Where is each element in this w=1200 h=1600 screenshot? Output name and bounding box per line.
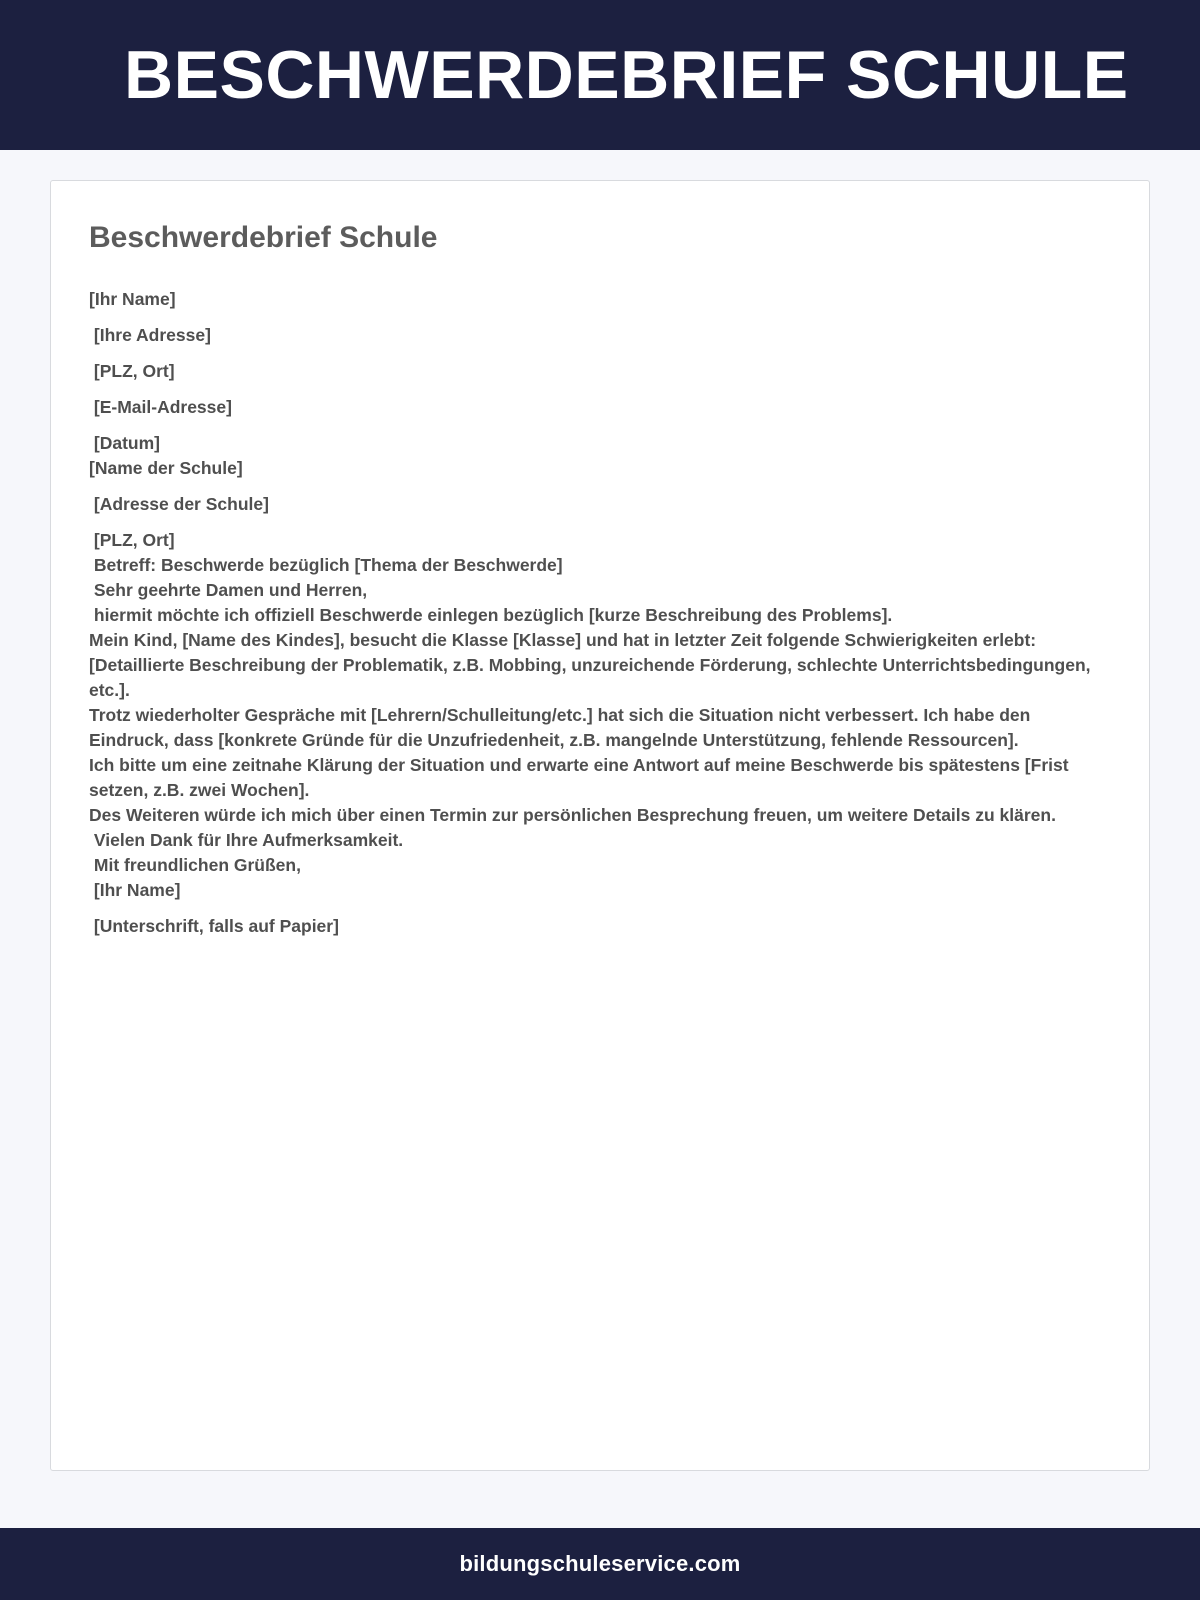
letter-paragraph-intro: hiermit möchte ich offiziell Beschwerde einlegen bezüglich [kurze Beschreibung des Problems]. bbox=[89, 604, 893, 625]
letter-line-closing: Mit freundlichen Grüßen, bbox=[89, 854, 301, 875]
letter-line-subject: Betreff: Beschwerde bezüglich [Thema der Beschwerde] bbox=[89, 554, 563, 575]
site-footer-sitename: bildungschuleservice.com bbox=[459, 1551, 741, 1576]
site-header-title: BESCHWERDEBRIEF SCHULE bbox=[124, 37, 1129, 113]
letter-line-signature-note: [Unterschrift, falls auf Papier] bbox=[89, 915, 339, 936]
letter-paragraph-request-deadline: Ich bitte um eine zeitnahe Klärung der Situation und erwarte eine Antwort auf meine Beschwerde bis spätestens [Frist setzen, z.B. zwei Wochen]. bbox=[89, 754, 1074, 800]
letter-line-your-name: [Ihr Name] bbox=[89, 288, 176, 309]
article-card bbox=[50, 180, 1150, 1471]
letter-line-signature-name: [Ihr Name] bbox=[89, 879, 181, 900]
letter-line-school-name: [Name der Schule] bbox=[89, 457, 243, 478]
letter-paragraph-meeting-request: Des Weiteren würde ich mich über einen Termin zur persönlichen Besprechung freuen, um weitere Details zu klären. bbox=[89, 804, 1056, 825]
site-header bbox=[0, 0, 1200, 150]
letter-paragraph-no-improvement: Trotz wiederholter Gespräche mit [Lehrern/Schulleitung/etc.] hat sich die Situation nicht verbessert. Ich habe den Eindruck, dass [konkrete Gründe für die Unzufriedenheit, z.B. mangelnde Unterstützung, fehlende Ressourcen]. bbox=[89, 704, 1036, 750]
letter-line-your-address: [Ihre Adresse] bbox=[89, 324, 211, 345]
letter-line-your-postcode: [PLZ, Ort] bbox=[89, 360, 175, 381]
site-footer bbox=[0, 1528, 1200, 1600]
page-content-area bbox=[0, 150, 1200, 1528]
letter-line-school-address: [Adresse der Schule] bbox=[89, 493, 269, 514]
letter-line-your-email: [E-Mail-Adresse] bbox=[89, 396, 232, 417]
letter-body bbox=[89, 287, 1111, 939]
letter-line-school-postcode: [PLZ, Ort] bbox=[89, 529, 175, 550]
letter-line-date: [Datum] bbox=[89, 432, 160, 453]
letter-paragraph-child-difficulties: Mein Kind, [Name des Kindes], besucht die Klasse [Klasse] und hat in letzter Zeit folgende Schwierigkeiten erlebt: [Detaillierte Beschreibung der Problematik, z.B. Mobbing, unzureichende Förderung, schlechte Unterrichtsbedingungen, etc.]. bbox=[89, 629, 1096, 700]
letter-line-thanks: Vielen Dank für Ihre Aufmerksamkeit. bbox=[89, 829, 404, 850]
page-title: Beschwerdebrief Schule bbox=[89, 221, 438, 254]
letter-line-salutation: Sehr geehrte Damen und Herren, bbox=[89, 579, 368, 600]
